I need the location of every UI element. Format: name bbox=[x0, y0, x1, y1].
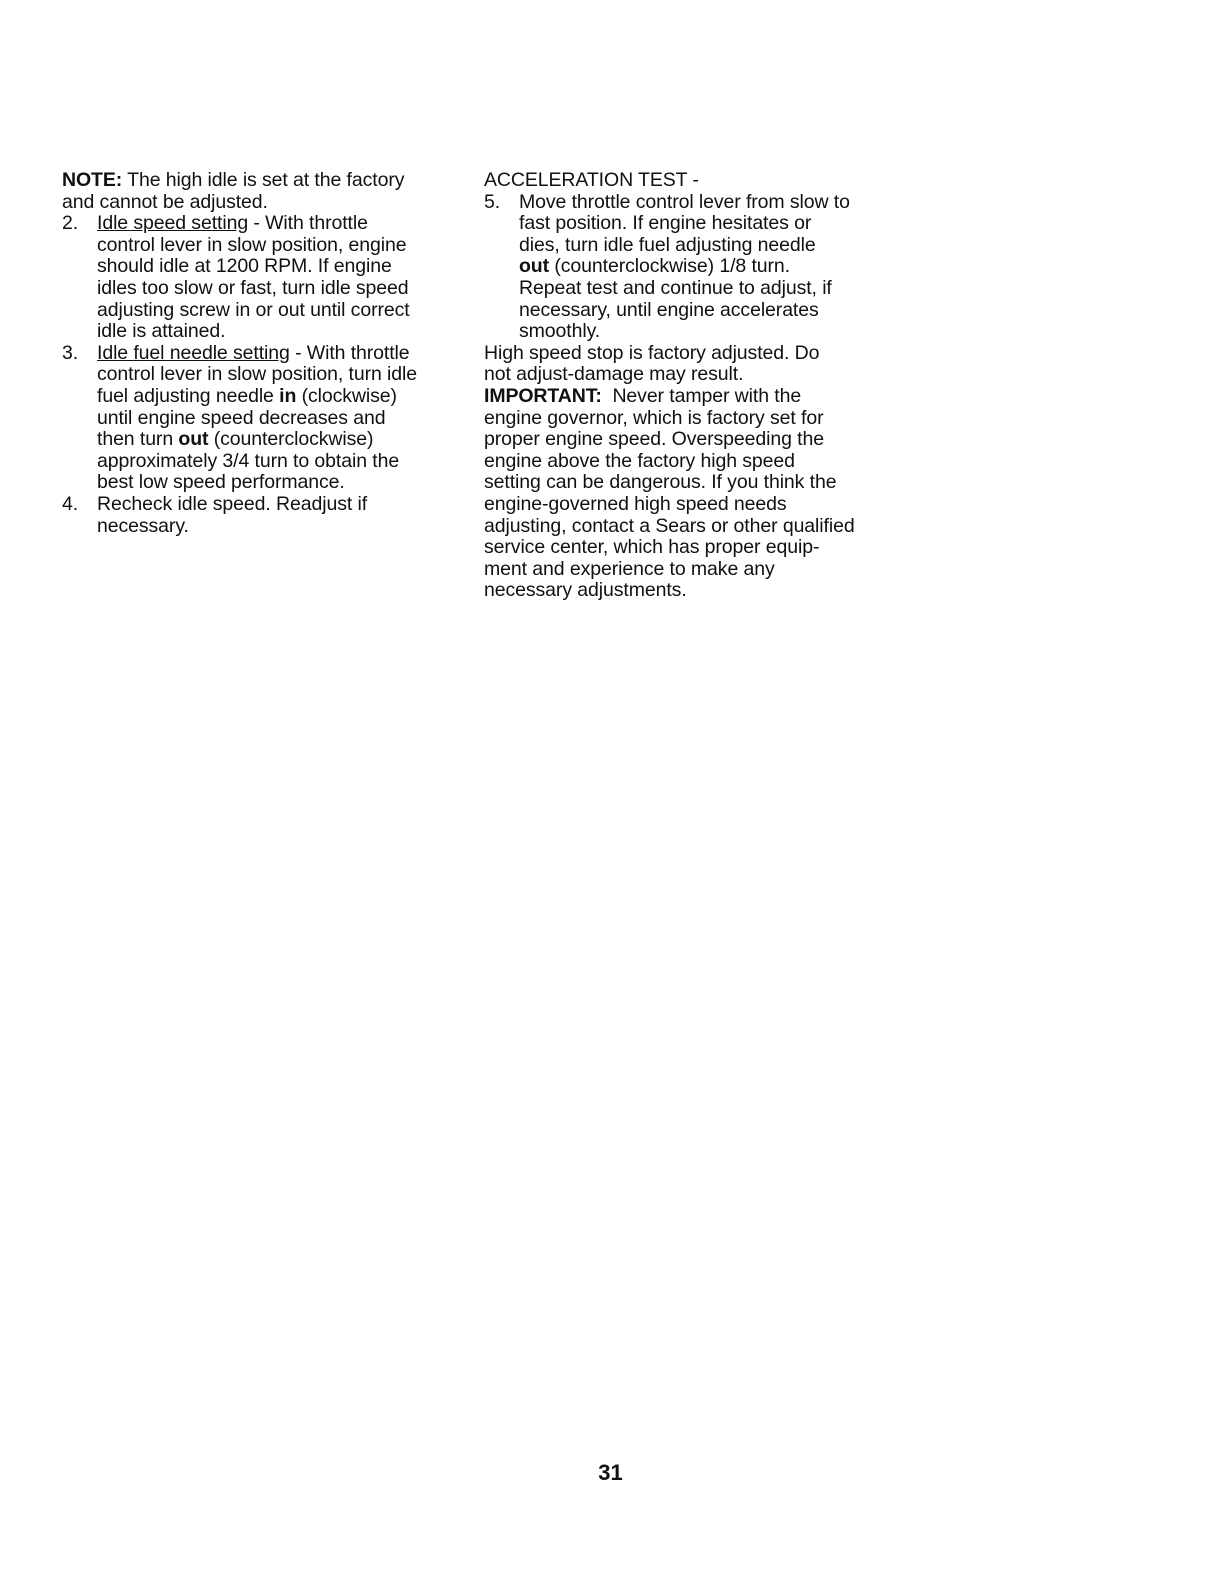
item-4-line: necessary. bbox=[97, 514, 189, 537]
important-label: IMPORTANT: bbox=[484, 384, 602, 407]
note-line-2: and cannot be adjusted. bbox=[62, 190, 268, 213]
item-3-number: 3. bbox=[62, 341, 79, 364]
item-3-line bbox=[62, 429, 450, 451]
important-line: necessary adjustments. bbox=[484, 579, 687, 602]
note-label: NOTE: bbox=[62, 169, 123, 191]
note-line-1 bbox=[62, 170, 450, 192]
important-line: engine above the factory high speed bbox=[484, 449, 795, 472]
important-line: proper engine speed. Overspeeding the bbox=[484, 428, 824, 451]
high-speed-line: not adjust-damage may result. bbox=[484, 363, 744, 386]
item-2-line: idles too slow or fast, turn idle speed bbox=[97, 276, 409, 299]
item-4-line-1 bbox=[62, 494, 450, 516]
item-3-text: - With throttle bbox=[295, 341, 410, 364]
important-line: service center, which has proper equip- bbox=[484, 536, 820, 559]
important-line: adjusting, contact a Sears or other qualified bbox=[484, 514, 855, 537]
item-3-text: fuel adjusting needle bbox=[97, 384, 274, 407]
item-5-line: fast position. If engine hesitates or bbox=[519, 212, 812, 235]
high-speed-line: High speed stop is factory adjusted. Do bbox=[484, 341, 820, 364]
item-5-line: necessary, until engine accelerates bbox=[519, 298, 819, 321]
acceleration-heading: ACCELERATION TEST - bbox=[484, 169, 699, 191]
item-5-text: Move throttle control lever from slow to bbox=[519, 190, 850, 213]
left-column bbox=[62, 170, 450, 537]
item-3-bold-in: in bbox=[279, 384, 297, 407]
item-3-line: until engine speed decreases and bbox=[97, 406, 386, 429]
important-line: setting can be dangerous. If you think the bbox=[484, 471, 837, 494]
item-2-line: control lever in slow position, engine bbox=[97, 233, 407, 256]
item-2-line-1 bbox=[62, 213, 450, 235]
page-number: 31 bbox=[598, 1460, 623, 1485]
item-5-line: Repeat test and continue to adjust, if bbox=[519, 276, 832, 299]
item-3-text: (clockwise) bbox=[301, 384, 397, 407]
item-2-title: Idle speed setting bbox=[97, 212, 249, 235]
item-3-text: then turn bbox=[97, 428, 174, 451]
item-3-line: control lever in slow position, turn idle bbox=[97, 363, 417, 386]
item-3-line: best low speed performance. bbox=[97, 471, 345, 494]
important-line-1 bbox=[484, 386, 884, 408]
important-line: engine governor, which is factory set for bbox=[484, 406, 824, 429]
item-2-line: adjusting screw in or out until correct bbox=[97, 298, 410, 321]
item-5-line: dies, turn idle fuel adjusting needle bbox=[519, 233, 816, 256]
item-3-title: Idle fuel needle setting bbox=[97, 341, 290, 364]
note-text: The high idle is set at the factory bbox=[127, 169, 405, 191]
item-4-text: Recheck idle speed. Readjust if bbox=[97, 492, 368, 515]
item-2-number: 2. bbox=[62, 212, 79, 235]
item-3-line: approximately 3/4 turn to obtain the bbox=[97, 449, 400, 472]
right-column bbox=[484, 170, 884, 602]
item-3-line bbox=[62, 386, 450, 408]
item-4-number: 4. bbox=[62, 492, 79, 515]
item-5-line-1 bbox=[484, 192, 884, 214]
item-3-text: (counterclockwise) bbox=[213, 428, 374, 451]
item-5-bold-out: out bbox=[519, 255, 550, 278]
item-2-text: - With throttle bbox=[253, 212, 368, 235]
item-5-text: (counterclockwise) 1/8 turn. bbox=[554, 255, 790, 278]
important-text: Never tamper with the bbox=[612, 384, 802, 407]
item-3-bold-out: out bbox=[178, 428, 209, 451]
item-2-line: idle is attained. bbox=[97, 320, 226, 343]
item-5-number: 5. bbox=[484, 190, 501, 213]
important-line: engine-governed high speed needs bbox=[484, 492, 787, 515]
item-5-line: smoothly. bbox=[519, 320, 601, 343]
item-5-line bbox=[484, 256, 884, 278]
item-3-line-1 bbox=[62, 343, 450, 365]
item-2-line: should idle at 1200 RPM. If engine bbox=[97, 255, 392, 278]
important-line: ment and experience to make any bbox=[484, 557, 775, 580]
